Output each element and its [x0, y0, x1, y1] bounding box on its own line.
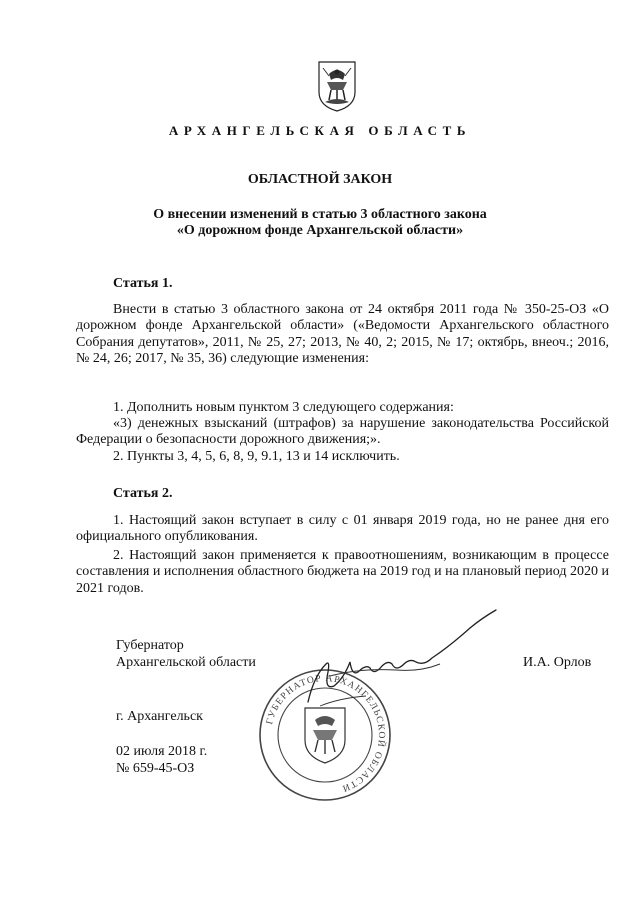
article-1-item-2: 2. Пункты 3, 4, 5, 6, 8, 9, 9.1, 13 и 14 исключить. [113, 449, 400, 464]
article-1-heading: Статья 1. [113, 276, 173, 291]
signatory-position-line-1: Губернатор [116, 638, 184, 653]
article-1-item-1: 1. Дополнить новым пунктом 3 следующего содержания: [113, 400, 454, 415]
article-1-intro: Внести в статью 3 областного закона от 24 октября 2011 года № 350-25-ОЗ «О дорожном фонде Архангельской области» («Ведомости Архангельского областного Собрания депутатов», 2011, № 25, 27; 2013, № 40, 2; 2015, № 17; октябрь, внеоч.; 2016, № 24, 26; 2017, № 35, 36) следующие изменения: [76, 302, 609, 367]
handwritten-signature-icon [300, 606, 510, 716]
document-date: 02 июля 2018 г. [116, 744, 208, 759]
signatory-position-line-2: Архангельской области [116, 655, 256, 670]
region-title: АРХАНГЕЛЬСКАЯ ОБЛАСТЬ [168, 123, 472, 138]
subtitle-line-1: О внесении изменений в статью 3 областного закона [153, 207, 487, 222]
article-2-paragraph-2: 2. Настоящий закон применяется к правоотношениям, возникающим в процессе составления и исполнения областного бюджета на 2019 год и на плановый период 2020 и 2021 годов. [76, 548, 609, 596]
article-2-heading: Статья 2. [113, 486, 173, 501]
subtitle-line-2: «О дорожном фонде Архангельской области» [176, 223, 464, 238]
article-2-paragraph-1: 1. Настоящий закон вступает в силу с 01 января 2019 года, но не ранее дня его официального опубликования. [76, 513, 609, 545]
document-number: № 659-45-ОЗ [116, 761, 195, 776]
document-subtitle [0, 207, 640, 239]
document-type-title: ОБЛАСТНОЙ ЗАКОН [247, 172, 393, 187]
article-1-item-1-quote: «3) денежных взысканий (штрафов) за нарушение законодательства Российской Федерации о безопасности дорожного движения;». [76, 416, 609, 448]
coat-of-arms-icon [317, 60, 357, 112]
place-of-signing: г. Архангельск [116, 709, 203, 724]
svg-text:ГУБЕРНАТОР АРХАНГЕЛЬСКОЙ ОБЛАС: ГУБЕРНАТОР АРХАНГЕЛЬСКОЙ ОБЛАСТИ [265, 673, 387, 794]
signatory-name: И.А. Орлов [523, 655, 592, 670]
